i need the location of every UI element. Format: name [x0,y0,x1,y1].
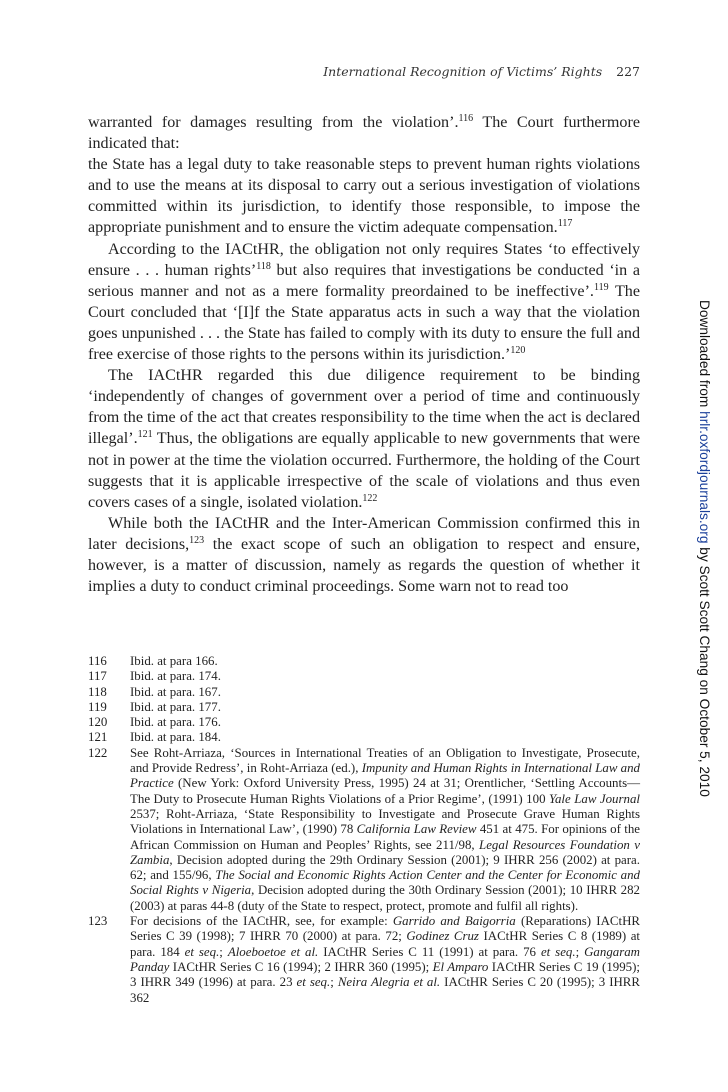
text-run: IACtHR Series C 16 (1994); 2 IHRR 360 (1995); [169,959,433,974]
citation-title: Aloeboetoe et al. [227,944,319,959]
text-run: IACtHR Series C 11 (1991) at para. 76 [318,944,541,959]
citation-title: et seq. [184,944,220,959]
footnote-number: 119 [88,699,107,714]
footnote-number: 121 [88,730,108,745]
text-run: The Court furthermore indicated that: [88,114,640,153]
footnote-text: Ibid. at para. 184. [130,730,221,745]
footnote-text [130,746,640,914]
text-run: the exact scope of such an obligation to respect and ensure, however, is a matter of discussion, namely as regards the question of whether it implies a duty to conduct criminal proceedings. Some warn not to read too [88,535,640,596]
citation-title: Yale Law Journal [549,791,640,806]
footnote-118 [88,685,640,700]
paragraph-1 [88,112,640,154]
text-run: 2537; Roht-Arriaza, ‘State Responsibility to Investigate and Prosecute Grave Human Rights Violations in International Law’, (1990) 78 [130,806,640,837]
footnote-ref-118[interactable]: 118 [256,260,271,272]
page-number: 227 [616,64,640,79]
footnote-text: Ibid. at para. 177. [130,699,221,714]
footnote-ref-121[interactable]: 121 [137,429,153,441]
citation-title: Neira Alegria et al. [337,975,441,990]
citation-title: Impunity and Human Rights in International Law and Practice [130,761,640,791]
download-suffix: by Scott Scott Chang on October 5, 2010 [697,543,712,797]
footnote-text: Ibid. at para. 176. [130,715,221,730]
download-prefix: Downloaded from [697,300,712,412]
text-run: the State has a legal duty to take reasonable steps to prevent human rights violations and to use the means at its disposal to carry out a serious investigation of violations committed within its jurisdiction, to identify those responsible, to impose the appropriate punishment and to ensure the victim adequate compensation. [88,156,640,237]
citation-title: El Amparo [432,959,489,974]
footnote-120 [88,715,640,730]
text-run: The Court concluded that ‘[I]f the State apparatus acts in such a way that the violation goes unpunished . . . the State has failed to comply with its duty to ensure the full and free exercise of those rights to the persons within its jurisdiction.’ [88,282,640,364]
download-watermark [692,300,712,800]
footnote-116 [88,654,640,669]
download-notice [697,300,712,800]
block-quote [88,154,640,238]
footnote-123 [88,914,640,1006]
footnote-117 [88,669,640,684]
text-run: IACtHR Series C 8 (1989) at para. 184 [130,929,640,959]
footnote-number: 117 [88,669,107,684]
paragraph-3 [88,365,640,513]
footnote-ref-116[interactable]: 116 [458,113,474,124]
text-run: but also requires that investigations be conducted ‘in a serious manner and not as a mere formality preordained to be ineffective’. [88,261,640,300]
footnote-number: 123 [88,914,108,929]
citation-title: Legal Resources Foundation v Zambia [130,837,640,867]
citation-title: California Law Review [356,822,477,837]
text-run: While both the IACtHR and the Inter-American Commission confirmed this in later decisions, [88,514,640,553]
text-run: The IACtHR regarded this due diligence requirement to be binding ‘independently of changes of government over a period of time and continuously from the time of the act that creates responsibility to the time when the act is declared illegal’. [88,367,640,448]
citation-title: Gangaram Panday [130,944,640,974]
paragraph-2 [88,239,640,366]
text-run: According to the IACtHR, the obligation not only requires States ‘to effectively ensure . . . human rights’ [88,240,640,279]
footnote-text [130,914,640,1006]
text-run: ; [330,975,338,990]
text-run: (Reparations) IACtHR Series C 39 (1998); 7 IHRR 70 (2000) at para. 72; [130,914,640,944]
footnote-number: 116 [88,654,107,668]
footnote-119 [88,700,640,715]
citation-title: et seq. [540,944,576,959]
text-run: ; [219,944,228,959]
running-title: International Recognition of Victims’ Rights [323,64,603,79]
citation-title: Garrido and Baigorria [392,914,516,929]
text-run: Thus, the obligations are equally applicable to new governments that were not in power at the time the violation occurred. Furthermore, the holding of the Court suggests that it is applicable irrespective of the scale of violations and thus even covers cases of a single, isolated violation. [88,430,640,511]
footnote-number: 118 [88,684,107,699]
citation-title: The Social and Economic Rights Action Center and the Center for Economic and Social Rights v Nigeria [130,868,640,898]
footnote-text: Ibid. at para. 174. [130,669,221,684]
text-run: warranted for damages resulting from the violation’. [88,114,459,131]
journal-link[interactable]: hrlr.oxfordjournals.org [697,411,712,544]
footnote-number: 120 [88,715,108,730]
text-run: (New York: Oxford University Press, 1995) 24 at 31; Orentlicher, ‘Settling Accounts—The Duty to Prosecute Human Rights Violations of a Prior Regime’, (1991) 100 [130,776,640,806]
footnote-ref-117[interactable]: 117 [557,218,573,230]
text-run: IACtHR Series C 20 (1995); 3 IHRR 362 [130,975,640,1005]
paragraph-4 [88,513,640,597]
text-run: See Roht-Arriaza, ‘Sources in International Treaties of an Obligation to Investigate, Prosecute, and Provide Redress’, in Roht-Arriaza (ed.), [130,745,640,776]
text-run: , Decision adopted during the 29th Ordinary Session (2001); 9 IHRR 256 (2002) at para. 62; and 155/96, [130,852,640,883]
footnote-text: Ibid. at para. 167. [130,684,221,699]
footnote-ref-120[interactable]: 120 [510,345,526,357]
footnote-number: 122 [88,745,108,760]
text-run: IACtHR Series C 19 (1995); 3 IHRR 349 (1996) at para. 23 [130,959,640,990]
citation-title: Godinez Cruz [406,929,479,944]
footnote-ref-123[interactable]: 123 [189,534,205,546]
main-text [88,112,640,597]
footnote-ref-122[interactable]: 122 [362,492,378,504]
text-run: , Decision adopted during the 30th Ordinary Session (2001); 10 IHRR 282 (2003) at paras 44-8 (duty of the State to respect, protect, promote and fulfil all rights). [130,883,640,913]
footnote-122 [88,746,640,914]
running-header [88,64,640,79]
footnote-121 [88,730,640,745]
footnote-ref-119[interactable]: 119 [593,281,609,293]
citation-title: et seq. [296,975,331,990]
footnotes [88,654,640,1006]
text-run: ; [575,944,585,959]
text-run: For decisions of the IACtHR, see, for example: [130,914,393,929]
text-run: 451 at 475. For opinions of the African Commission on Human and Peoples’ Rights, see 211/98, [130,822,640,852]
footnote-text: Ibid. at para 166. [130,654,218,668]
